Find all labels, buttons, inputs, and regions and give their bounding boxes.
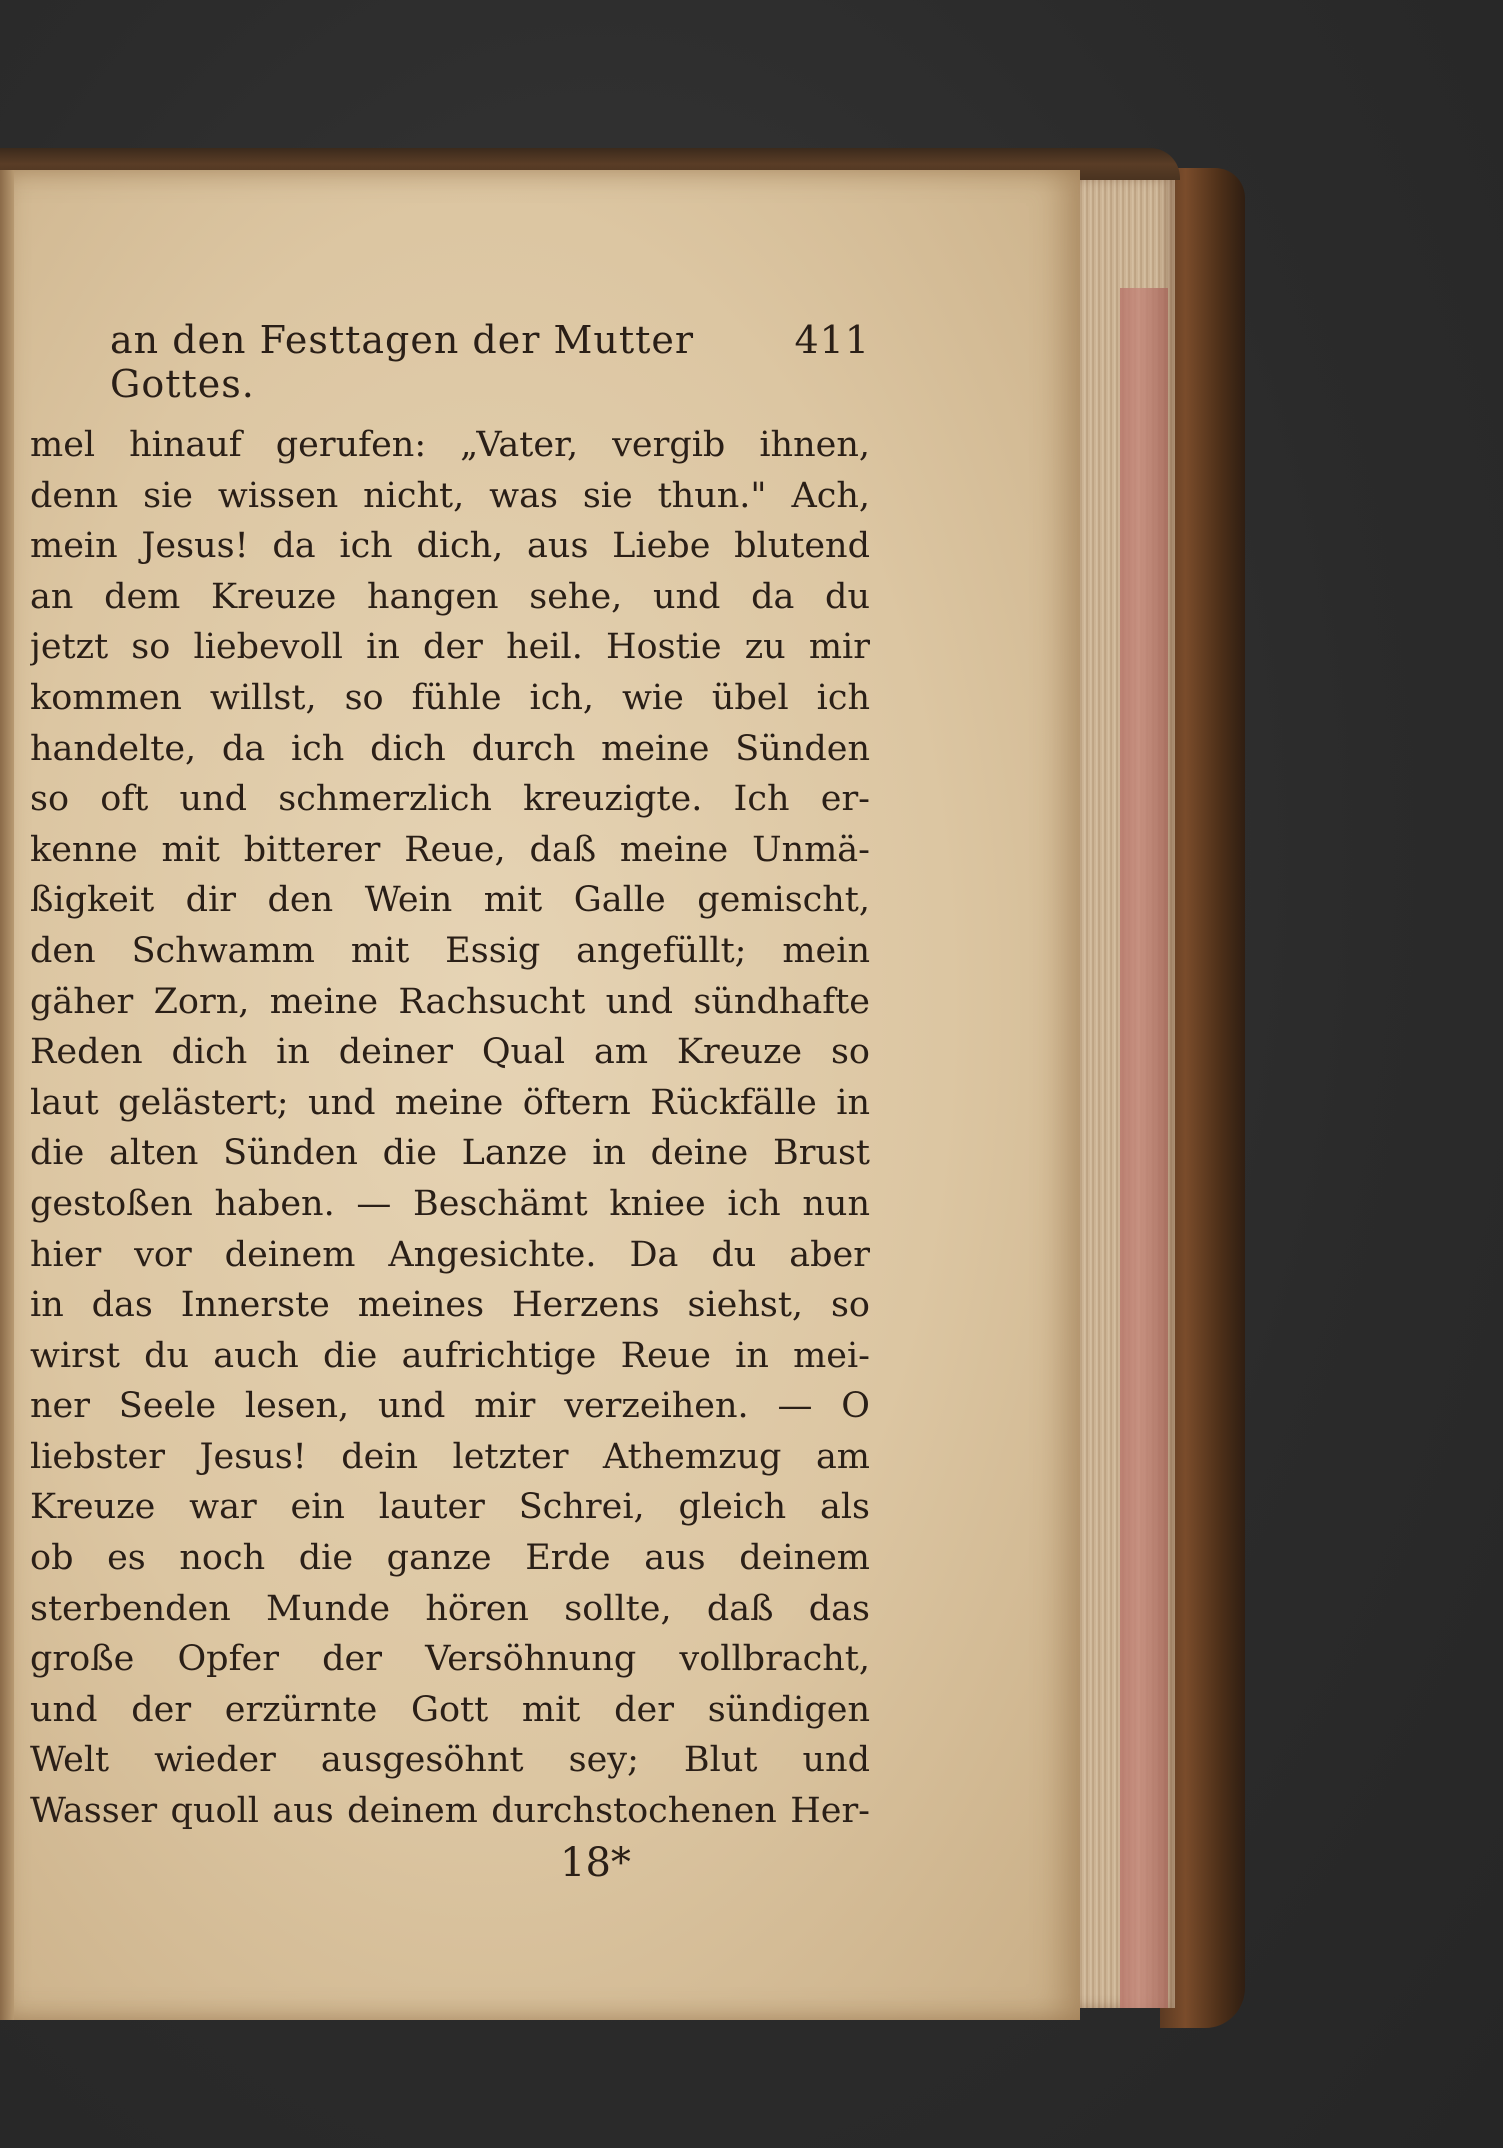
page-number: 411	[794, 318, 870, 362]
text-line: große Opfer der Versöhnung vollbracht,	[30, 1639, 870, 1680]
text-line: Reden dich in deiner Qual am Kreuze so	[30, 1032, 870, 1073]
text-line: ob es noch die ganze Erde aus deinem	[30, 1538, 870, 1579]
text-line: und der erzürnte Gott mit der sündigen	[30, 1689, 870, 1730]
text-line: wirst du auch die aufrichtige Reue in mei-	[30, 1335, 870, 1376]
running-title: an den Festtagen der Mutter Gottes.	[110, 318, 695, 406]
text-line: kommen willst, so fühle ich, wie übel ich	[30, 677, 870, 718]
text-line: kenne mit bitterer Reue, daß meine Unmä-	[30, 829, 870, 870]
text-line: mel hinauf gerufen: „Vater, vergib ihnen,	[30, 425, 870, 465]
page-header	[110, 318, 870, 406]
text-line: so oft und schmerzlich kreuzigte. Ich er-	[30, 779, 870, 820]
signature-mark: 18*	[560, 1840, 631, 1886]
text-line: laut gelästert; und meine öftern Rückfälle in	[30, 1082, 870, 1123]
text-line: ßigkeit dir den Wein mit Galle gemischt,	[30, 880, 870, 921]
text-line: gestoßen haben. — Beschämt kniee ich nun	[30, 1183, 870, 1224]
text-line: Welt wieder ausgesöhnt sey; Blut und	[30, 1740, 870, 1781]
text-line: Kreuze war ein lauter Schrei, gleich als	[30, 1487, 870, 1528]
red-page-edge	[1120, 288, 1168, 2008]
text-line: Wasser quoll aus deinem durchstochenen Her-	[30, 1791, 870, 1832]
text-line: liebster Jesus! dein letzter Athemzug am	[30, 1436, 870, 1477]
text-line: denn sie wissen nicht, was sie thun." Ach,	[30, 475, 870, 516]
text-line: den Schwamm mit Essig angefüllt; mein	[30, 930, 870, 971]
text-line: handelte, da ich dich durch meine Sünden	[30, 728, 870, 769]
text-line: die alten Sünden die Lanze in deine Brust	[30, 1133, 870, 1174]
text-line: jetzt so liebevoll in der heil. Hostie zu mir	[30, 627, 870, 668]
text-line: hier vor deinem Angesichte. Da du aber	[30, 1234, 870, 1275]
text-line: ner Seele lesen, und mir verzeihen. — O	[30, 1386, 870, 1427]
text-line: sterbenden Munde hören sollte, daß das	[30, 1588, 870, 1629]
text-line: mein Jesus! da ich dich, aus Liebe blutend	[30, 526, 870, 567]
text-line: an dem Kreuze hangen sehe, und da du	[30, 576, 870, 617]
page-gutter	[0, 170, 14, 2020]
body-text	[30, 420, 870, 1837]
text-line: gäher Zorn, meine Rachsucht und sündhafte	[30, 981, 870, 1022]
text-line: in das Innerste meines Herzens siehst, so	[30, 1285, 870, 1326]
